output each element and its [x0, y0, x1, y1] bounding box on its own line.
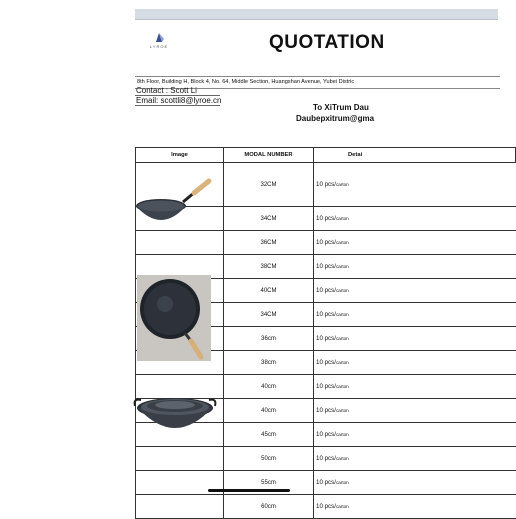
image-cell — [136, 495, 224, 519]
contact-email: Email: scottli8@lyroe.cn — [136, 96, 222, 105]
packing-cell — [314, 327, 516, 351]
table-header-row — [136, 148, 516, 163]
packing-qty: 10 pcs/ — [316, 311, 336, 318]
packing-qty: 10 pcs/ — [316, 503, 336, 510]
wok-top-view-image — [137, 275, 211, 361]
model-number-cell: 32CM — [224, 163, 314, 207]
packing-qty: 10 pcs/ — [316, 215, 336, 222]
header-details: Detai — [314, 148, 516, 163]
packing-qty: 10 pcs/ — [316, 479, 336, 486]
packing-cell — [314, 351, 516, 375]
contact-name: Contact : Scott Li — [136, 86, 197, 95]
page-title: QUOTATION — [269, 32, 385, 53]
header-model-number: MODAL NUMBER — [224, 148, 314, 163]
packing-unit: carton — [335, 264, 349, 269]
packing-qty: 10 pcs/ — [316, 431, 336, 438]
model-number-cell: 38CM — [224, 255, 314, 279]
packing-qty: 10 pcs/ — [316, 263, 336, 270]
packing-cell — [314, 495, 516, 519]
packing-unit: carton — [335, 288, 349, 293]
packing-unit: carton — [335, 432, 349, 437]
packing-unit: carton — [335, 336, 349, 341]
table-row — [136, 471, 516, 495]
wok-side-view-image — [135, 176, 215, 231]
packing-qty: 10 pcs/ — [316, 181, 336, 188]
packing-cell — [314, 231, 516, 255]
model-number-cell: 34CM — [224, 207, 314, 231]
packing-cell — [314, 303, 516, 327]
packing-unit: carton — [335, 216, 349, 221]
packing-qty: 10 pcs/ — [316, 239, 336, 246]
company-address: 8th Floor, Building H, Block 4, No. 64, Middle Section, Huangshan Avenue, Yubei Distric — [135, 76, 500, 89]
packing-qty: 10 pcs/ — [316, 407, 336, 414]
recipient-name: To XiTrum Dau — [313, 103, 369, 112]
recipient-email: Daubepxitrum@gma — [296, 114, 375, 123]
table-row — [136, 231, 516, 255]
packing-cell — [314, 163, 516, 207]
model-number-cell: 40cm — [224, 375, 314, 399]
table-row — [136, 447, 516, 471]
packing-cell — [314, 207, 516, 231]
packing-qty: 10 pcs/ — [316, 455, 336, 462]
logo-mark-icon — [142, 30, 176, 44]
quotation-sheet — [135, 0, 498, 510]
image-cell — [136, 231, 224, 255]
model-number-cell: 36cm — [224, 327, 314, 351]
model-number-cell: 34CM — [224, 303, 314, 327]
model-number-cell: 60cm — [224, 495, 314, 519]
model-number-cell: 45cm — [224, 423, 314, 447]
packing-cell — [314, 423, 516, 447]
table-row — [136, 495, 516, 519]
packing-cell — [314, 471, 516, 495]
packing-unit: carton — [335, 456, 349, 461]
packing-cell — [314, 255, 516, 279]
packing-cell — [314, 447, 516, 471]
packing-qty: 10 pcs/ — [316, 287, 336, 294]
packing-unit: carton — [335, 312, 349, 317]
model-number-cell: 50cm — [224, 447, 314, 471]
image-cell — [136, 447, 224, 471]
packing-unit: carton — [335, 504, 349, 509]
packing-unit: carton — [335, 384, 349, 389]
packing-qty: 10 pcs/ — [316, 335, 336, 342]
header-band — [135, 9, 498, 20]
packing-unit: carton — [335, 360, 349, 365]
packing-cell — [314, 279, 516, 303]
packing-unit: carton — [335, 480, 349, 485]
home-indicator — [208, 489, 290, 492]
model-number-cell: 40cm — [224, 399, 314, 423]
model-number-cell: 36CM — [224, 231, 314, 255]
model-number-cell: 55cm — [224, 471, 314, 495]
header-image: Image — [136, 148, 224, 163]
email-divider — [135, 105, 220, 106]
packing-qty: 10 pcs/ — [316, 359, 336, 366]
packing-unit: carton — [335, 182, 349, 187]
packing-cell — [314, 399, 516, 423]
packing-unit: carton — [335, 408, 349, 413]
packing-unit: carton — [335, 240, 349, 245]
packing-cell — [314, 375, 516, 399]
model-number-cell: 40CM — [224, 279, 314, 303]
logo-text: LYROE — [149, 44, 169, 49]
packing-qty: 10 pcs/ — [316, 383, 336, 390]
company-logo — [142, 30, 176, 52]
model-number-cell: 38cm — [224, 351, 314, 375]
double-handle-wok-image — [135, 386, 215, 442]
